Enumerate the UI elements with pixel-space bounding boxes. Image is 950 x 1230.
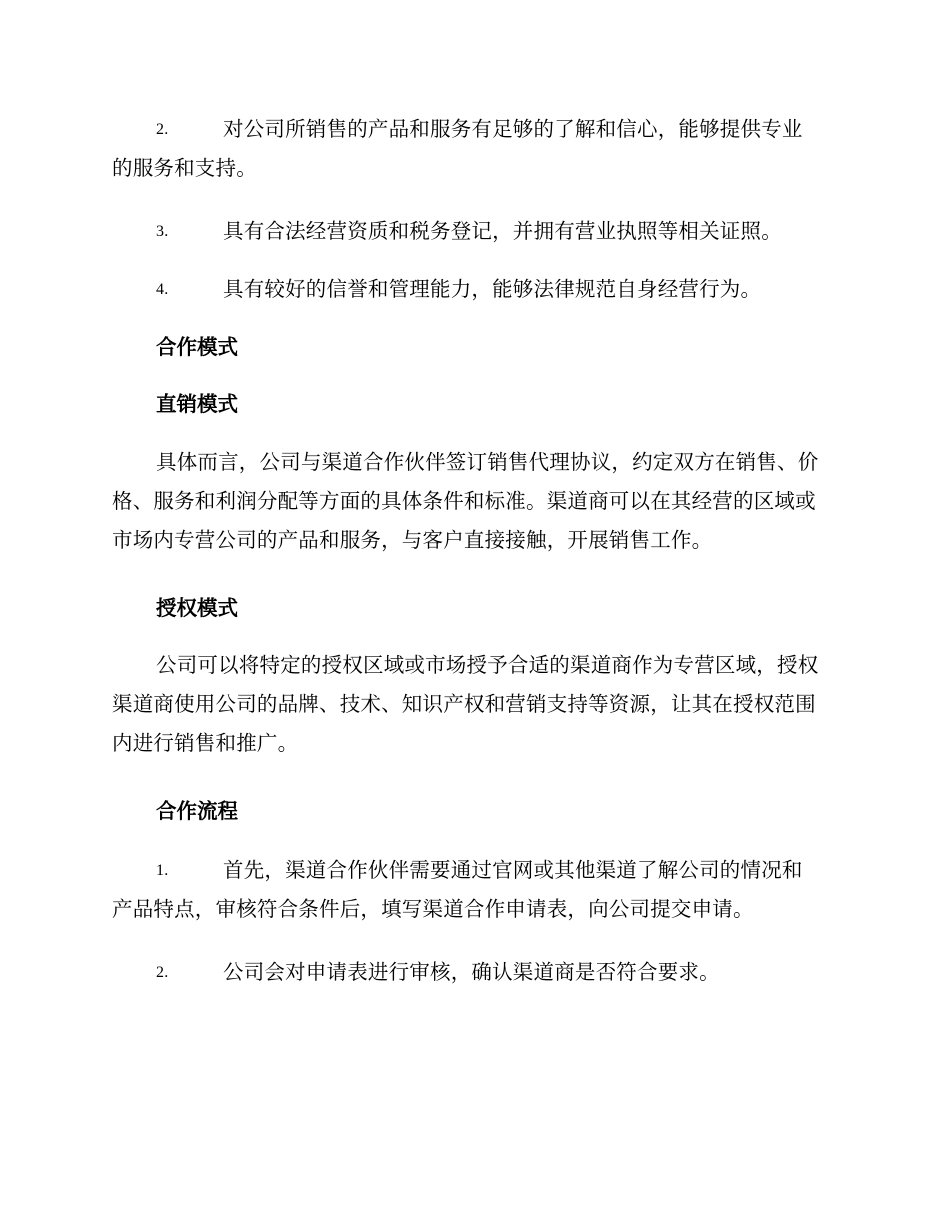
requirement-item-3 xyxy=(112,212,834,251)
heading-cooperation-mode: 合作模式 xyxy=(156,335,238,359)
paragraph-text: 公司可以将特定的授权区域或市场授予合适的渠道商作为专营区域，授权渠道商使用公司的品牌、技术、知识产权和营销支持等资源，让其在授权范围内进行销售和推广。 xyxy=(112,653,819,755)
list-item-text: 对公司所销售的产品和服务有足够的了解和信心，能够提供专业 xyxy=(223,117,803,141)
list-item-text: 具有合法经营资质和税务登记，并拥有营业执照等相关证照。 xyxy=(223,219,782,243)
requirement-item-4 xyxy=(112,270,834,309)
paragraph-text: 具体而言，公司与渠道合作伙伴签订销售代理协议，约定双方在销售、价格、服务和利润分配等方面的具体条件和标准。渠道商可以在其经营的区域或市场内专营公司的产品和服务，与客户直接接触，开展销售工作。 xyxy=(112,450,819,552)
list-item-text: 首先，渠道合作伙伴需要通过官网或其他渠道了解公司的情况和 xyxy=(223,858,803,882)
list-item-continuation: 的服务和支持。 xyxy=(112,156,257,180)
process-step-1 xyxy=(112,851,834,929)
paragraph-direct-sales xyxy=(112,443,834,560)
list-number: 2. xyxy=(156,964,169,981)
requirement-item-2 xyxy=(112,110,834,188)
heading-cooperation-process: 合作流程 xyxy=(156,799,238,823)
list-number: 4. xyxy=(156,281,169,298)
process-step-2 xyxy=(112,953,834,992)
heading-authorization: 授权模式 xyxy=(156,596,238,620)
heading-direct-sales: 直销模式 xyxy=(156,392,238,416)
list-item-text: 公司会对申请表进行审核，确认渠道商是否符合要求。 xyxy=(223,960,720,984)
list-item-text: 具有较好的信誉和管理能力，能够法律规范自身经营行为。 xyxy=(223,277,762,301)
list-number: 1. xyxy=(156,862,169,879)
list-number: 3. xyxy=(156,223,169,240)
paragraph-authorization xyxy=(112,646,834,763)
list-number: 2. xyxy=(156,121,169,138)
list-item-continuation: 产品特点，审核符合条件后，填写渠道合作申请表，向公司提交申请。 xyxy=(112,897,754,921)
